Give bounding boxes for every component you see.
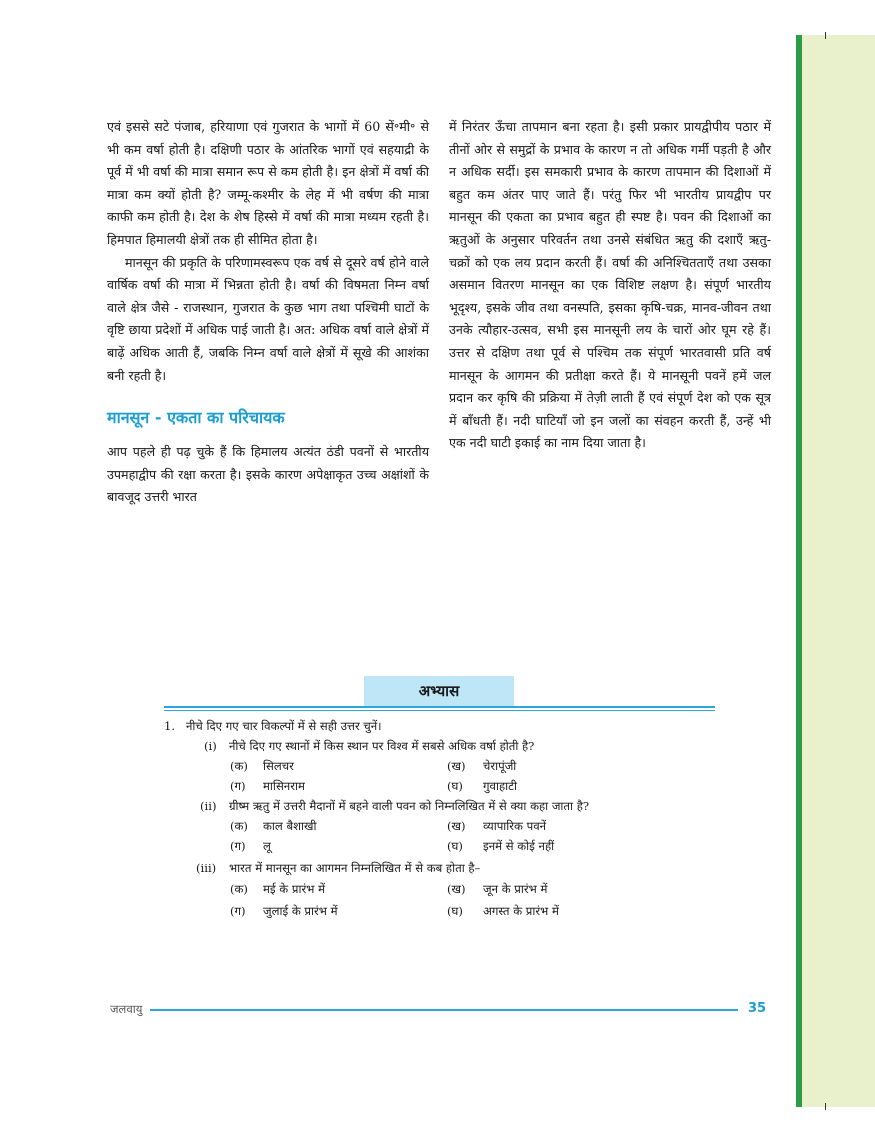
option-text: व्यापारिक पवनें xyxy=(483,819,547,833)
exercise-title: अभ्यास xyxy=(364,676,514,706)
option-label: (क) xyxy=(230,882,248,896)
option-text: सिलचर xyxy=(263,759,294,773)
question-text: नीचे दिए गए चार विकल्पों में से सही उत्तर चुनें। xyxy=(186,719,382,733)
option-label: (घ) xyxy=(447,839,463,853)
subquestion-number: (i) xyxy=(204,739,217,753)
option-label: (ख) xyxy=(447,819,466,833)
paragraph: मानसून की प्रकृति के परिणामस्वरूप एक वर्ष से दूसरे वर्ष होने वाले वार्षिक वर्षा की मात्रा में भिन्नता होती है। वर्षा की विषमता निम्न वर्षा वाले क्षेत्र जैसे - राजस्थान, गुजरात के कुछ भाग तथा पश्चिमी घाटों के वृष्टि छाया प्रदेशों में अधिक पाई जाती है। अत: अधिक वर्षा वाले क्षेत्रों में बाढ़ें अधिक आती हैं, जबकि निम्न वर्षा वाले क्षेत्रों में सूखे की आशंका बनी रहती है। xyxy=(107,254,429,383)
page-number: 35 xyxy=(748,1001,767,1016)
side-rule xyxy=(796,35,802,1107)
subquestion-text: भारत में मानसून का आगमन निम्नलिखित में से कब होता है– xyxy=(229,861,481,875)
side-band xyxy=(802,35,875,1107)
footer-chapter-name: जलवायु xyxy=(110,1002,143,1016)
right-column xyxy=(449,116,771,455)
option-label: (ग) xyxy=(230,904,246,918)
exercise-rule xyxy=(164,710,715,711)
option-label: (ग) xyxy=(230,779,246,793)
paragraph: आप पहले ही पढ़ चुके हैं कि हिमालय अत्यंत ठंडी पवनों से भारतीय उपमहाद्वीप की रक्षा करता है। इसके कारण अपेक्षाकृत उच्च अक्षांशों के बावजूद उत्तरी भारत xyxy=(107,444,429,505)
section-heading: मानसून - एकता का परिचायक xyxy=(107,408,285,428)
option-label: (घ) xyxy=(447,779,463,793)
option-label: (क) xyxy=(230,759,248,773)
paragraph: एवं इससे सटे पंजाब, हरियाणा एवं गुजरात के भागों में 60 सें॰मी॰ से भी कम वर्षा होती है। दक्षिणी पठार के आंतरिक भागों एवं सहयाद्री के पूर्व में भी वर्षा की मात्रा समान रूप से कम होती है। इन क्षेत्रों में वर्षा की मात्रा कम क्यों होती है? जम्मू-कश्मीर के लेह में भी वर्षण की मात्रा काफी कम होती है। देश के शेष हिस्से में वर्षा की मात्रा मध्यम रहती है। हिमपात हिमालयी क्षेत्रों तक ही सीमित होता है। xyxy=(107,119,429,247)
exercise-rule xyxy=(164,706,715,708)
option-label: (ख) xyxy=(447,882,466,896)
option-label: (ग) xyxy=(230,839,246,853)
left-column xyxy=(107,116,429,509)
paragraph: में निरंतर ऊँचा तापमान बना रहता है। इसी प्रकार प्रायद्वीपीय पठार में तीनों ओर से समुद्रों के प्रभाव के कारण न तो अधिक गर्मी पड़ती है और न अधिक सर्दी। इस समकारी प्रभाव के कारण तापमान की दिशाओं में बहुत कम अंतर पाए जाते हैं। परंतु फिर भी भारतीय प्रायद्वीप पर मानसून की एकता का प्रभाव बहुत ही स्पष्ट है। पवन की दिशाओं का ऋतुओं के अनुसार परिवर्तन तथा उनसे संबंधित ऋतु की दशाएँ ऋतु-चक्रों को एक लय प्रदान करती हैं। वर्षा की अनिश्चितताएँ तथा उसका असमान वितरण मानसून का एक विशिष्ट लक्षण है। संपूर्ण भारतीय भूदृश्य, इसके जीव तथा वनस्पति, इसका कृषि-चक्र, मानव-जीवन तथा उनके त्यौहार-उत्सव, सभी इस मानसूनी लय के चारों ओर घूम रहे हैं। उत्तर से दक्षिण तथा पूर्व से पश्चिम तक संपूर्ण भारतवासी प्रति वर्ष मानसून के आगमन की प्रतीक्षा करते हैं। ये मानसूनी पवनें हमें जल प्रदान कर कृषि की प्रक्रिया में तेज़ी लाती हैं एवं संपूर्ण देश को एक सूत्र में बाँधती हैं। नदी घाटियाँ जो इन जलों का संवहन करती हैं, उन्हें भी एक नदी घाटी इकाई का नाम दिया जाता है। xyxy=(449,119,771,451)
option-label: (क) xyxy=(230,819,248,833)
option-text: मई के प्रारंभ में xyxy=(263,882,326,896)
option-text: जुलाई के प्रारंभ में xyxy=(263,904,338,918)
footer-rule xyxy=(150,1009,738,1011)
crop-mark-top xyxy=(825,32,826,39)
option-text: इनमें से कोई नहीं xyxy=(483,839,555,853)
option-text: काल बैशाखी xyxy=(263,819,317,833)
crop-mark-bottom xyxy=(825,1103,826,1110)
option-text: अगस्त के प्रारंभ में xyxy=(483,904,559,918)
option-text: चेरापूंजी xyxy=(483,759,517,773)
subquestion-text: नीचे दिए गए स्थानों में किस स्थान पर विश्व में सबसे अधिक वर्षा होती है? xyxy=(229,739,535,753)
subquestion-number: (ii) xyxy=(200,799,217,813)
subquestion-text: ग्रीष्म ऋतु में उत्तरी मैदानों में बहने वाली पवन को निम्नलिखित में से क्या कहा जाता है? xyxy=(229,799,590,813)
option-text: गुवाहाटी xyxy=(483,779,517,793)
option-text: मासिनराम xyxy=(263,779,305,793)
question-number: 1. xyxy=(164,719,176,733)
option-text: लू xyxy=(263,839,271,853)
option-text: जून के प्रारंभ में xyxy=(483,882,548,896)
option-label: (ख) xyxy=(447,759,466,773)
option-label: (घ) xyxy=(447,904,463,918)
subquestion-number: (iii) xyxy=(196,861,217,875)
